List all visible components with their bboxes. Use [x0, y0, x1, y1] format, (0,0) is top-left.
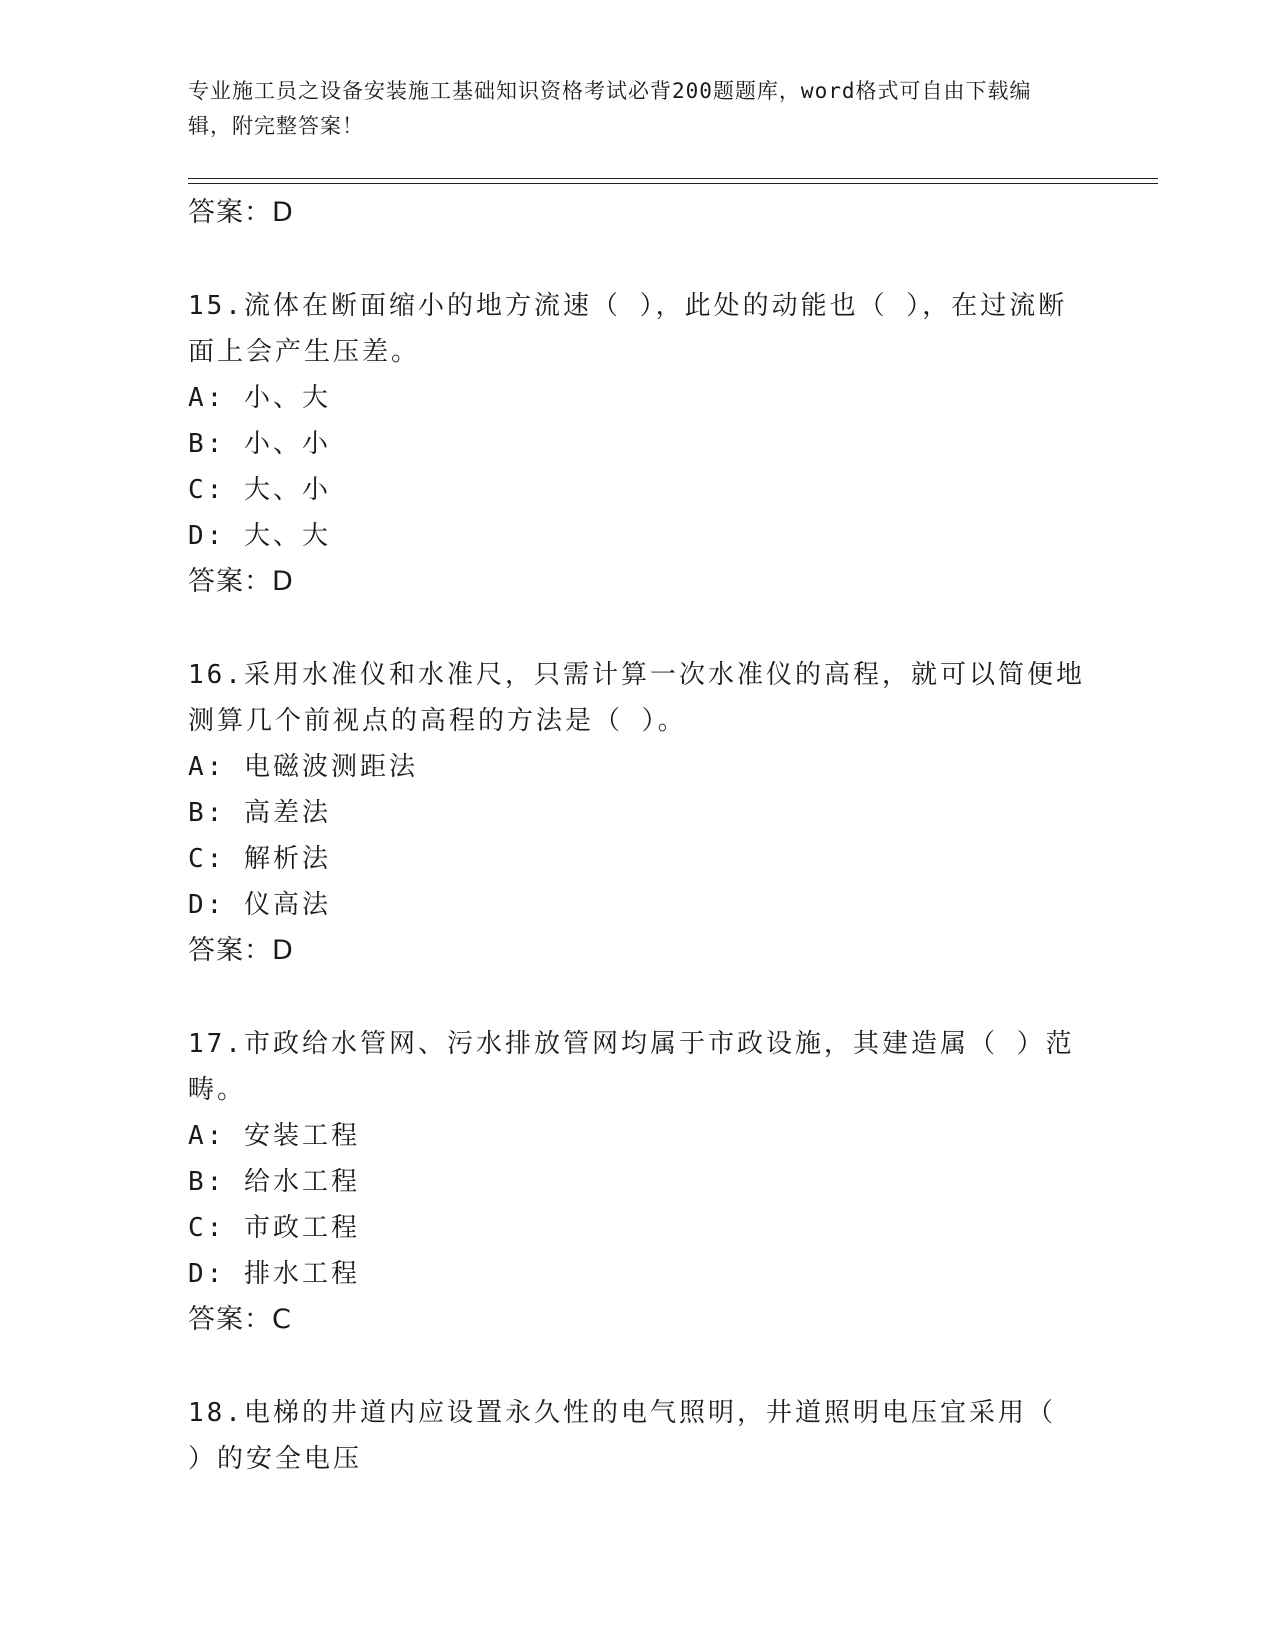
spacer [188, 236, 1088, 283]
question-block [188, 1021, 1088, 1343]
question-block [188, 283, 1088, 605]
answer-line: 答案：D [188, 935, 294, 966]
option-c: C: 解析法 [188, 844, 331, 874]
header-divider-bottom [188, 183, 1158, 184]
option-d: D: 排水工程 [188, 1259, 360, 1289]
option-b: B: 给水工程 [188, 1167, 360, 1197]
spacer [188, 605, 1088, 652]
option-a: A: 小、大 [188, 383, 331, 413]
question-stem: 18.电梯的井道内应设置永久性的电气照明，井道照明电压宜采用（ ）的安全电压 [188, 1398, 1056, 1474]
option-c: C: 市政工程 [188, 1213, 360, 1243]
question-stem: 16.采用水准仪和水准尺，只需计算一次水准仪的高程，就可以简便地测算几个前视点的高程的方法是（ ）。 [188, 660, 1085, 736]
document-header: 专业施工员之设备安装施工基础知识资格考试必背200题题库，word格式可自由下载编辑，附完整答案！ [188, 79, 1032, 138]
option-a: A: 电磁波测距法 [188, 752, 418, 782]
option-c: C: 大、小 [188, 475, 331, 505]
spacer [188, 1343, 1088, 1390]
answer-line: 答案：D [188, 566, 294, 597]
question-block [188, 652, 1088, 974]
option-d: D: 大、大 [188, 521, 331, 551]
header-divider-top [188, 178, 1158, 179]
option-b: B: 小、小 [188, 429, 331, 459]
answer-line: 答案：C [188, 1304, 292, 1335]
question-stem: 17.市政给水管网、污水排放管网均属于市政设施，其建造属（ ）范畴。 [188, 1029, 1075, 1105]
question-content [188, 190, 1088, 1482]
option-b: B: 高差法 [188, 798, 331, 828]
spacer [188, 974, 1088, 1021]
option-d: D: 仪高法 [188, 890, 331, 920]
question-block [188, 1390, 1088, 1482]
answer-line: 答案：D [188, 197, 294, 228]
question-stem: 15.流体在断面缩小的地方流速（ ），此处的动能也（ ），在过流断面上会产生压差。 [188, 291, 1068, 367]
option-a: A: 安装工程 [188, 1121, 360, 1151]
